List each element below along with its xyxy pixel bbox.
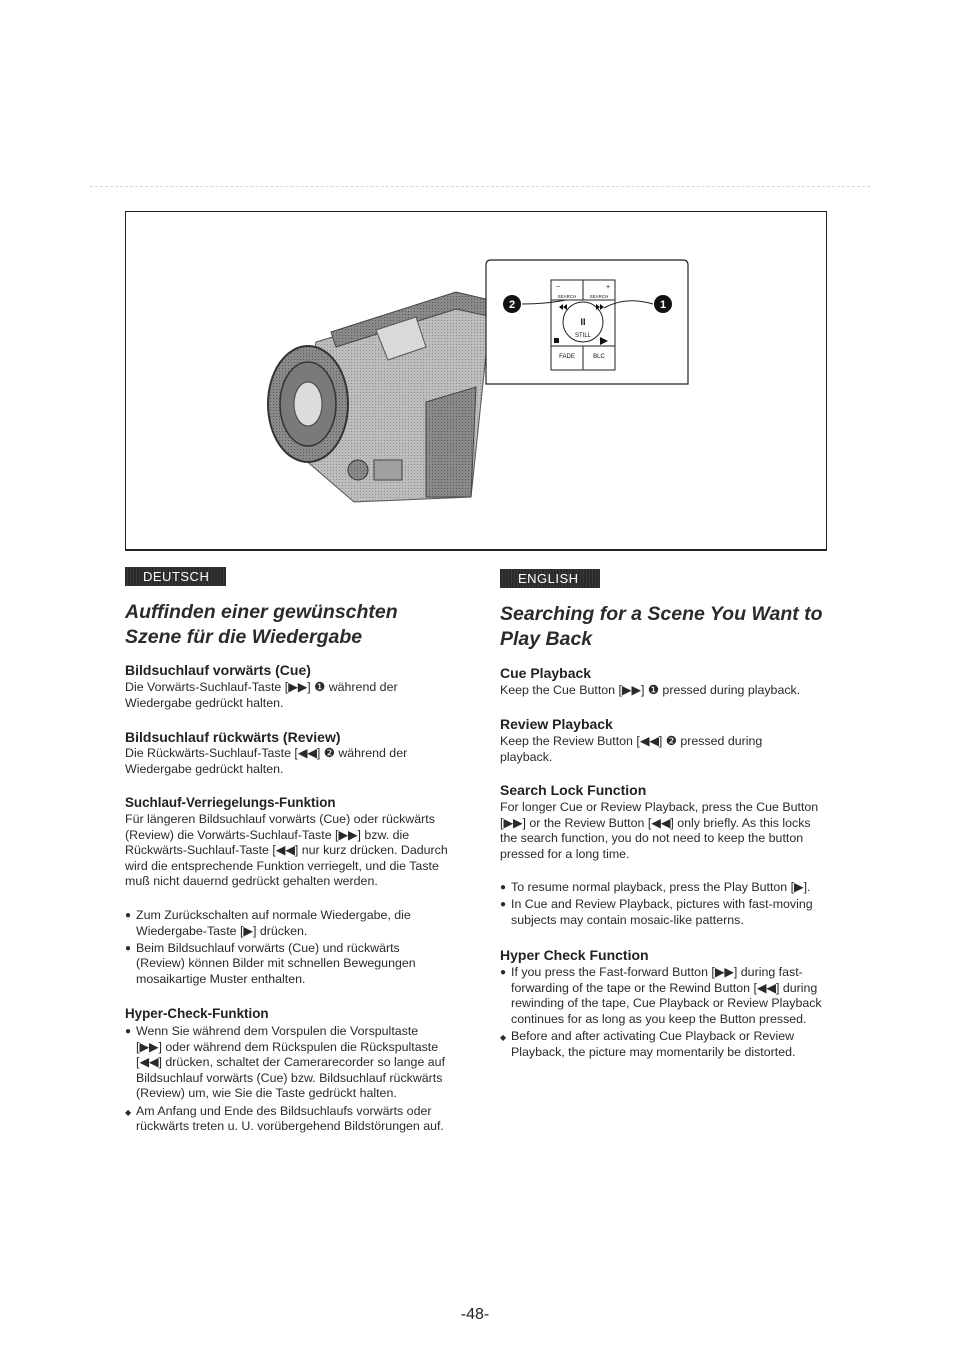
deutsch-language-tag: DEUTSCH	[125, 567, 226, 586]
english-cue-text: Keep the Cue Button [▶▶] ❶ pressed during playback.	[500, 683, 801, 697]
english-notes-list	[500, 880, 830, 930]
camcorder-drawing	[126, 212, 828, 552]
english-review-text: Keep the Review Button [◀◀] ❷ pressed during playback.	[500, 734, 763, 764]
deutsch-page-title	[125, 600, 455, 650]
still-label: STILL	[574, 333, 592, 339]
english-lock-heading: Search Lock Function	[500, 782, 647, 798]
deutsch-cue-text: Die Vorwärts-Suchlauf-Taste [▶▶] ❶ während der Wiedergabe gedrückt halten.	[125, 680, 398, 710]
camcorder-illustration	[125, 211, 827, 551]
deutsch-title-line-1: Auffinden einer gewünschten	[125, 601, 398, 623]
callout-1-number: 1	[659, 299, 667, 311]
english-note-1: ● To resume normal playback, press the Play Button [▶].	[500, 880, 830, 896]
deutsch-lock-heading: Suchlauf-Verriegelungs-Funktion	[125, 795, 336, 810]
deutsch-hyper-list	[125, 1024, 445, 1136]
deutsch-notes-list	[125, 908, 430, 989]
deutsch-cue-heading: Bildsuchlauf vorwärts (Cue)	[125, 662, 311, 678]
fade-label: FADE	[559, 354, 575, 360]
english-lock-text: For longer Cue or Review Playback, press the Cue Button [▶▶] or the Review Button [◀◀] only briefly. As this locks the search function, you do not need to keep the button pressed for a long time.	[500, 800, 819, 861]
page-number: -48-	[460, 1306, 490, 1323]
english-hyper-heading: Hyper Check Function	[500, 947, 649, 963]
deutsch-review-text: Die Rückwärts-Suchlauf-Taste [◀◀] ❷ während der Wiedergabe gedrückt halten.	[125, 746, 408, 776]
deutsch-hyper-note-2: ◆ Am Anfang und Ende des Bildsuchlaufs vorwärts oder rückwärts treten u. U. vorübergehend Bildstörungen auf.	[125, 1104, 445, 1135]
blc-label: BLC	[593, 354, 605, 360]
deutsch-lock-text: Für längeren Bildsuchlauf vorwärts (Cue) oder rückwärts (Review) die Vorwärts-Suchlauf-Taste [▶▶] bzw. die Rückwärts-Suchlauf-Taste [◀◀] nur kurz drücken. Dadurch wird die entsprechende Funktion verriegelt, und die Taste muß nicht dauernd gedrückt gehalten werden.	[125, 812, 448, 889]
deutsch-note-1: ● Zum Zurückschalten auf normale Wiedergabe, die Wiedergabe-Taste [▶] drücken.	[125, 908, 430, 939]
english-note-2: ● In Cue and Review Playback, pictures with fast-moving subjects may contain mosaic-like patterns.	[500, 897, 830, 928]
stop-icon	[554, 338, 559, 343]
english-title-line-2: Play Back	[500, 628, 593, 650]
english-cue-heading: Cue Playback	[500, 665, 592, 681]
english-review-heading: Review Playback	[500, 716, 613, 732]
english-hyper-list	[500, 965, 825, 1062]
deutsch-review-heading: Bildsuchlauf rückwärts (Review)	[125, 729, 341, 745]
svg-text:II: II	[580, 317, 586, 327]
deutsch-hyper-note-1: ● Wenn Sie während dem Vorspulen die Vorspultaste [▶▶] oder während dem Rückspulen die Rückspultaste [◀◀] drücken, schaltet der Camerarecorder so lange auf Bildsuchlauf vorwärts (Cue) bzw. Bildsuchlauf rückwärts (Review) um, wie Sie die Taste gedrückt halten.	[125, 1024, 445, 1102]
minus-label: −	[556, 284, 561, 291]
english-hyper-note-2: ◆ Before and after activating Cue Playback or Review Playback, the picture may momentarily be distorted.	[500, 1029, 825, 1060]
deutsch-title-line-2: Szene für die Wiedergabe	[125, 626, 363, 648]
callout-2-number: 2	[508, 299, 516, 311]
top-dashed-rule	[90, 186, 870, 187]
search-left-label: SEARCH	[557, 294, 577, 299]
english-page-title	[500, 602, 840, 652]
plus-label: +	[606, 284, 611, 291]
search-right-label: SEARCH	[589, 294, 609, 299]
english-title-line-1: Searching for a Scene You Want to	[500, 603, 823, 625]
english-hyper-note-1: ● If you press the Fast-forward Button [▶▶] during fast-forwarding of the tape or the Rewind Button [◀◀] during rewinding of the tape, Cue Playback or Review Playback continues for as long as you keep the Button pressed.	[500, 965, 825, 1027]
english-language-tag: ENGLISH	[500, 569, 600, 588]
deutsch-hyper-heading: Hyper-Check-Funktion	[125, 1006, 269, 1021]
deutsch-note-2: ● Beim Bildsuchlauf vorwärts (Cue) und rückwärts (Review) können Bilder mit schnellen Bewegungen mosaikartige Muster enthalten.	[125, 941, 430, 988]
